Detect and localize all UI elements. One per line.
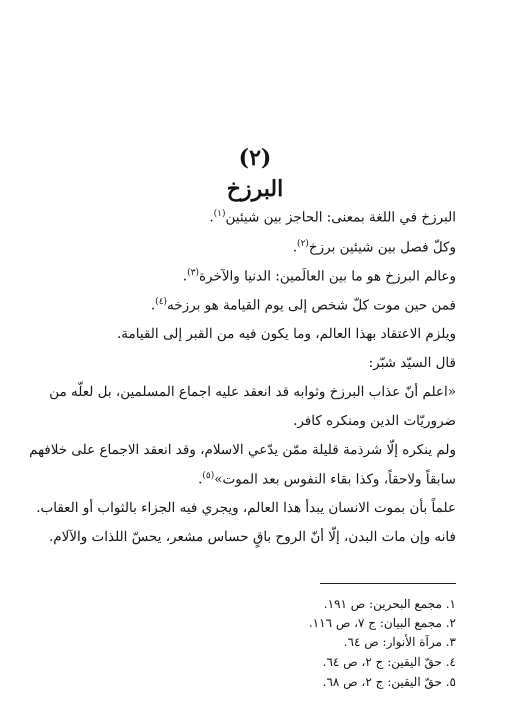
paragraph: ويلزم الاعتقاد بهذا العالم، وما يكون فيه من القبر إلى القيامة. bbox=[117, 326, 456, 342]
footnote-ref: (٣) bbox=[187, 268, 199, 278]
footnote: ٥. حقّ اليقين: ج ٢، ص ٦٨. bbox=[322, 675, 456, 689]
paragraph: علماً بأن بموت الانسان يبدأ هذا العالم، ويجري فيه الجزاء بالثواب أو العقاب. bbox=[36, 500, 456, 516]
footnote-divider bbox=[320, 583, 456, 584]
paragraph: فانه وإن مات البدن، إلّا أنّ الروح باقٍ حساس مشعر، يحسّ اللذات والآلام. bbox=[48, 529, 456, 545]
paragraph-continuation: سابقاً ولاحقاً، وكذا بقاء النفوس بعد الموت»$^{(٥)}$. bbox=[198, 471, 456, 488]
footnote-ref: (٢) bbox=[297, 239, 309, 249]
paragraph: وكلّ فصل بين شيئين برزخ$^{(٢)}$. bbox=[292, 239, 456, 256]
footnote: ٣. مرآة الأنوار: ص ٦٤. bbox=[343, 635, 456, 649]
footnote-ref: (٥) bbox=[202, 471, 215, 481]
paragraph: قال السيّد شبّر: bbox=[368, 355, 456, 371]
paragraph: «اعلم أنّ عذاب البرزخ وثوابه قد انعقد عليه اجماع المسلمين، بل لعلّه من bbox=[49, 384, 456, 400]
footnote: ٢. مجمع البيان: ج ٧، ص ١١٦. bbox=[308, 616, 456, 630]
paragraph: البرزخ في اللغة بمعنى: الحاجز بين شيئين$^{(١)}$. bbox=[209, 209, 456, 226]
paragraph-continuation: ضروريّات الدين ومنكره كافر. bbox=[293, 413, 456, 429]
footnote: ٤. حقّ اليقين: ج ٢، ص ٦٤. bbox=[322, 655, 456, 669]
chapter-number: (٢) bbox=[238, 145, 272, 171]
paragraph: وعالم البرزخ هو ما بين العالَمين: الدنيا والآخرة$^{(٣)}$. bbox=[182, 268, 456, 285]
footnote: ١. مجمع البحرين: ص ١٩١. bbox=[323, 597, 456, 611]
footnote-ref: (٤) bbox=[155, 297, 168, 307]
paragraph: فمن حين موت كلّ شخص إلى يوم القيامة هو برزخه$^{(٤)}$. bbox=[150, 297, 456, 314]
footnote-ref: (١) bbox=[213, 209, 226, 219]
chapter-title: البرزخ bbox=[226, 176, 284, 202]
paragraph: ولم ينكره إلّا شرذمة قليلة ممّن يدّعي الاسلام، وقد انعقد الاجماع على خلافهم bbox=[29, 442, 456, 458]
